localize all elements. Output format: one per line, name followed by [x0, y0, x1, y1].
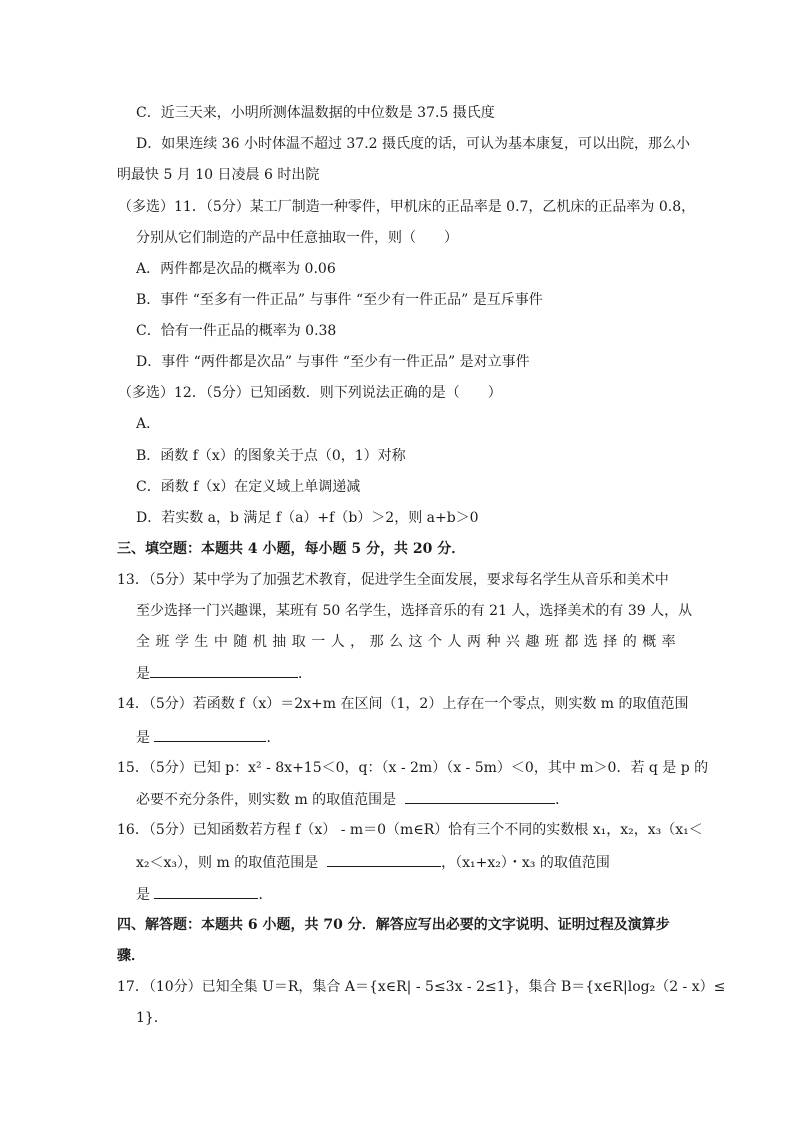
q13-line3-char: 人 — [330, 634, 345, 650]
q13-line3-char: 两 — [466, 634, 481, 650]
q13-answer-blank[interactable] — [150, 663, 298, 678]
q15-line2-suffix: ． — [555, 792, 570, 808]
q13-line3-char: 中 — [213, 634, 228, 650]
q13-line3-char: 取 — [291, 634, 306, 650]
q17-line1: 17．（10分）已知全集 U＝R，集合 A＝{x∈R| - 5≤3x - 2≤1}，集合 B＝{x∈R|log₂（2 - x）≤ — [117, 979, 726, 995]
q13-line3-char: 学 — [174, 634, 189, 650]
q13-line1: 13．（5分）某中学为了加强艺术教育，促进学生全面发展，要求每名学生从音乐和美术中 — [117, 572, 669, 588]
q16-line2-part1: x₂＜x₃），则 m 的取值范围是 — [136, 855, 319, 871]
q13-line3 — [136, 632, 676, 652]
q13-line3-char: 都 — [564, 634, 579, 650]
q15-line2-prefix: 必要不充分条件，则实数 m 的取值范围是 — [136, 792, 397, 808]
q13-line3-char: 班 — [155, 634, 170, 650]
q13-line3-char: 么 — [389, 634, 404, 650]
q11-stem-line1: （多选）11．（5分）某工厂制造一种零件，甲机床的正品率是 0.7，乙机床的正品率为 0.8， — [118, 199, 696, 215]
q16-answer-blank-2[interactable] — [154, 884, 258, 899]
q13-line3-char: 率 — [661, 634, 676, 650]
q14-line2-suffix: ． — [266, 730, 281, 746]
q13-line3-char: 全 — [136, 634, 150, 650]
q12-option-a: A． — [136, 416, 161, 432]
q15-line1: 15．（5分）已知 p：x² - 8x+15＜0，q：（x - 2m）（x - 5m）＜0，其中 m＞0．若 q 是 p 的 — [117, 760, 709, 776]
q13-line3-char: 人 — [447, 634, 462, 650]
q13-line4 — [136, 663, 312, 684]
q13-line2: 至少选择一门兴趣课，某班有 50 名学生，选择音乐的有 21 人，选择美术的有 39 人，从 — [136, 603, 693, 619]
q13-line4-suffix: ． — [298, 666, 312, 682]
q15-answer-blank[interactable] — [405, 789, 555, 804]
q14-answer-blank[interactable] — [154, 727, 266, 742]
q16-line3 — [136, 884, 272, 905]
q13-line3-char: 的 — [622, 634, 637, 650]
q12-option-b: B．函数 f（x）的图象关于点（0，1）对称 — [136, 448, 406, 464]
q10-option-c: C．近三天来，小明所测体温数据的中位数是 37.5 摄氏度 — [136, 105, 495, 121]
q16-line2-part2: ，（x₁+x₂）・x₃ 的取值范围 — [441, 855, 610, 871]
q10-option-d-line2: 明最快 5 月 10 日凌晨 6 时出院 — [117, 167, 320, 183]
q13-line3-char: 兴 — [505, 634, 520, 650]
q13-line3-char: 生 — [194, 634, 209, 650]
q16-line2 — [136, 852, 610, 873]
q16-answer-blank-1[interactable] — [327, 852, 441, 867]
q11-option-d: D．事件 “两件都是次品” 与事件 “至少有一件正品” 是对立事件 — [136, 354, 530, 370]
q13-line3-char: 这 — [408, 634, 423, 650]
section4-heading-line1: 四、解答题：本题共 6 小题，共 70 分．解答应写出必要的文字说明、证明过程及演算步 — [117, 917, 670, 933]
q11-option-a: A．两件都是次品的概率为 0.06 — [136, 261, 336, 277]
q13-line3-char: 概 — [642, 634, 657, 650]
q13-line3-char: 一 — [311, 634, 326, 650]
q13-line3-char: 那 — [369, 634, 384, 650]
q13-line3-char: 选 — [583, 634, 598, 650]
q13-line3-char: 抽 — [272, 634, 287, 650]
q12-option-c: C．函数 f（x）在定义域上单调递减 — [136, 479, 361, 495]
q10-option-d-line1: D．如果连续 36 小时体温不超过 37.2 摄氏度的话，可认为基本康复，可以出院，那么小 — [136, 136, 691, 152]
q13-line3-char: ， — [350, 634, 365, 650]
q11-stem-line2: 分别从它们制造的产品中任意抽取一件，则（ ） — [136, 230, 458, 246]
q11-option-c: C．恰有一件正品的概率为 0.38 — [136, 323, 337, 339]
q16-line3-suffix: ． — [258, 887, 273, 903]
section4-heading-line2: 骤． — [117, 948, 145, 964]
q14-line1: 14．（5分）若函数 f（x）＝2x+m 在区间（1，2）上存在一个零点，则实数 m 的取值范围 — [117, 696, 689, 712]
q13-line4-prefix: 是 — [136, 666, 150, 682]
q13-line3-char: 机 — [252, 634, 267, 650]
q14-line2-prefix: 是 — [136, 730, 150, 746]
q13-line3-char: 择 — [603, 634, 618, 650]
q12-stem: （多选）12．（5分）已知函数．则下列说法正确的是（ ） — [118, 385, 502, 401]
q17-line2: 1}． — [136, 1010, 168, 1026]
q13-line3-char: 班 — [544, 634, 559, 650]
q12-option-d: D．若实数 a，b 满足 f（a）+f（b）＞2，则 a+b＞0 — [136, 510, 479, 526]
q11-option-b: B．事件 “至多有一件正品” 与事件 “至少有一件正品” 是互斥事件 — [136, 292, 543, 308]
q16-line3-prefix: 是 — [136, 887, 150, 903]
q13-line3-char: 随 — [233, 634, 248, 650]
q14-line2 — [136, 727, 280, 748]
q13-line3-char: 个 — [428, 634, 443, 650]
section3-heading: 三、填空题：本题共 4 小题，每小题 5 分，共 20 分． — [117, 541, 466, 557]
q13-line3-char: 种 — [486, 634, 501, 650]
q16-line1: 16．（5分）已知函数若方程 f（x） - m＝0（m∈R）恰有三个不同的实数根 x₁，x₂，x₃（x₁＜ — [117, 822, 703, 838]
q13-line3-char: 趣 — [525, 634, 540, 650]
q15-line2 — [136, 789, 569, 810]
